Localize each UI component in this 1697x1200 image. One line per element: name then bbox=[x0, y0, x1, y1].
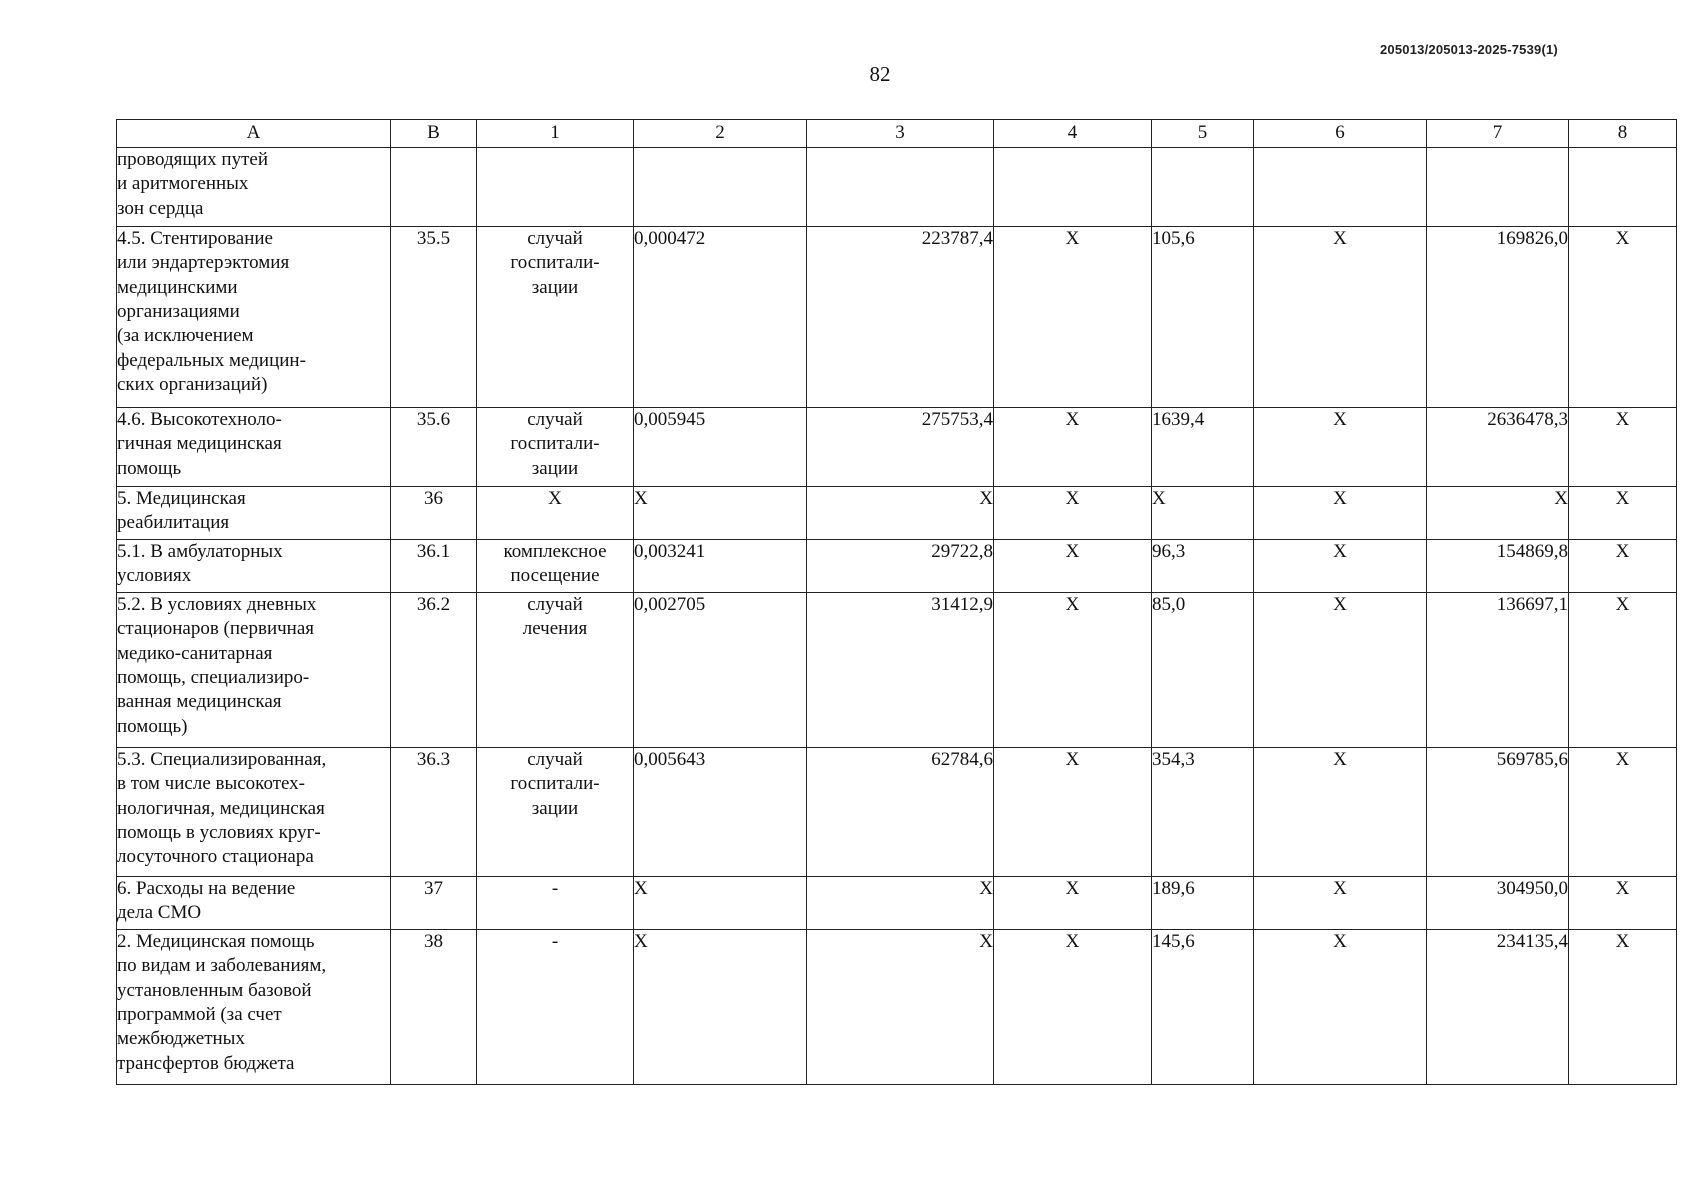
cell-text-line: помощь, специализиро- bbox=[117, 666, 310, 688]
cell-col-7: 154869,8 bbox=[1427, 540, 1569, 593]
cell-text-line: - bbox=[551, 878, 559, 899]
cell-text-line: медицинскими bbox=[117, 276, 238, 298]
cell-col-1 bbox=[477, 877, 634, 930]
cell-col-5: 1639,4 bbox=[1152, 408, 1254, 487]
cell-text-line: 6. Расходы на ведение bbox=[117, 878, 296, 899]
table-header bbox=[117, 120, 1677, 148]
cell-col-6 bbox=[1254, 148, 1427, 227]
cell-text-line: случай bbox=[527, 594, 583, 615]
cell-col-2: 0,002705 bbox=[634, 593, 807, 748]
cell-text-line: зации bbox=[531, 276, 579, 298]
cell-col-4: Х bbox=[994, 540, 1152, 593]
cell-col-4: Х bbox=[994, 877, 1152, 930]
cell-col-8: Х bbox=[1569, 748, 1677, 877]
cell-col-3: Х bbox=[807, 487, 994, 540]
column-header-3: 3 bbox=[807, 120, 994, 148]
cell-col-3: Х bbox=[807, 877, 994, 930]
column-header-4: 4 bbox=[994, 120, 1152, 148]
cell-col-8: Х bbox=[1569, 227, 1677, 408]
cell-col-5: 354,3 bbox=[1152, 748, 1254, 877]
cell-text-line: 5. Медицинская bbox=[117, 488, 246, 509]
cell-col-3: 62784,6 bbox=[807, 748, 994, 877]
table-row bbox=[117, 593, 1677, 748]
cell-col-8: Х bbox=[1569, 930, 1677, 1085]
cell-text-line: комплексное bbox=[503, 541, 607, 562]
cell-text-line: и аритмогенных bbox=[117, 173, 249, 195]
cell-col-b: 36 bbox=[391, 487, 477, 540]
table-row bbox=[117, 408, 1677, 487]
table-row bbox=[117, 540, 1677, 593]
cell-text-line: лечения bbox=[522, 618, 588, 640]
cell-text-line: по видам и заболеваниям, bbox=[117, 955, 327, 977]
table-row bbox=[117, 148, 1677, 227]
cell-col-5: 96,3 bbox=[1152, 540, 1254, 593]
cell-text-line: установленным базовой bbox=[117, 979, 312, 1001]
cell-text-line: стационаров (первичная bbox=[117, 618, 315, 640]
table-body bbox=[117, 148, 1677, 1085]
cell-text-line: организациями bbox=[117, 300, 240, 322]
cell-col-a bbox=[117, 408, 391, 487]
cell-text-line: медико-санитарная bbox=[117, 642, 273, 664]
cell-col-5: 105,6 bbox=[1152, 227, 1254, 408]
table-row bbox=[117, 227, 1677, 408]
cell-text-line: - bbox=[551, 931, 559, 952]
header-row bbox=[117, 120, 1677, 148]
cell-col-7: Х bbox=[1427, 487, 1569, 540]
cell-col-1 bbox=[477, 148, 634, 227]
cell-col-5: 85,0 bbox=[1152, 593, 1254, 748]
cell-text-line: посещение bbox=[510, 565, 600, 587]
cell-col-7: 569785,6 bbox=[1427, 748, 1569, 877]
cell-col-1 bbox=[477, 748, 634, 877]
cell-col-a bbox=[117, 148, 391, 227]
column-header-b: В bbox=[391, 120, 477, 148]
data-table bbox=[116, 119, 1677, 1085]
cell-text-line: лосуточного стационара bbox=[117, 846, 314, 868]
cell-col-7 bbox=[1427, 148, 1569, 227]
cell-col-7: 2636478,3 bbox=[1427, 408, 1569, 487]
cell-col-4: Х bbox=[994, 748, 1152, 877]
table-row bbox=[117, 748, 1677, 877]
cell-text-line: федеральных медицин- bbox=[117, 349, 306, 371]
cell-col-4: Х bbox=[994, 930, 1152, 1085]
cell-col-2 bbox=[634, 148, 807, 227]
cell-text-line: или эндартерэктомия bbox=[117, 252, 290, 274]
cell-col-4: Х bbox=[994, 408, 1152, 487]
cell-col-8: Х bbox=[1569, 877, 1677, 930]
column-header-8: 8 bbox=[1569, 120, 1677, 148]
cell-text-line: 5.3. Специализированная, bbox=[117, 749, 327, 770]
cell-text-line: межбюджетных bbox=[117, 1028, 245, 1050]
cell-col-a bbox=[117, 748, 391, 877]
cell-text-line: госпитали- bbox=[510, 433, 600, 455]
cell-text-line: условиях bbox=[117, 565, 192, 587]
cell-col-3: 223787,4 bbox=[807, 227, 994, 408]
cell-text-line: 5.2. В условиях дневных bbox=[117, 594, 317, 615]
cell-col-8: Х bbox=[1569, 593, 1677, 748]
column-header-1: 1 bbox=[477, 120, 634, 148]
cell-col-5: Х bbox=[1152, 487, 1254, 540]
cell-col-3: 275753,4 bbox=[807, 408, 994, 487]
column-header-2: 2 bbox=[634, 120, 807, 148]
cell-text-line: помощь) bbox=[117, 715, 188, 737]
cell-col-2: 0,005643 bbox=[634, 748, 807, 877]
cell-text-line: помощь в условиях круг- bbox=[117, 821, 321, 843]
cell-text-line: реабилитация bbox=[117, 512, 230, 534]
cell-text-line: (за исключением bbox=[117, 325, 254, 347]
cell-col-5 bbox=[1152, 148, 1254, 227]
cell-col-7: 304950,0 bbox=[1427, 877, 1569, 930]
cell-text-line: 2. Медицинская помощь bbox=[117, 931, 315, 952]
cell-text-line: 5.1. В амбулаторных bbox=[117, 541, 283, 562]
cell-col-4: Х bbox=[994, 487, 1152, 540]
cell-col-b: 36.2 bbox=[391, 593, 477, 748]
column-header-5: 5 bbox=[1152, 120, 1254, 148]
column-header-a: А bbox=[117, 120, 391, 148]
cell-text-line: ских организаций) bbox=[117, 373, 268, 395]
cell-text-line: случай bbox=[527, 749, 583, 770]
cell-col-1 bbox=[477, 408, 634, 487]
cell-col-3: 29722,8 bbox=[807, 540, 994, 593]
cell-text-line: зации bbox=[531, 797, 579, 819]
cell-col-1 bbox=[477, 930, 634, 1085]
cell-col-b: 35.6 bbox=[391, 408, 477, 487]
cell-col-6: Х bbox=[1254, 227, 1427, 408]
document-id: 205013/205013-2025-7539(1) bbox=[1380, 42, 1558, 57]
cell-col-2: Х bbox=[634, 877, 807, 930]
cell-col-b: 36.3 bbox=[391, 748, 477, 877]
cell-col-a bbox=[117, 227, 391, 408]
table-row bbox=[117, 487, 1677, 540]
cell-col-6: Х bbox=[1254, 748, 1427, 877]
cell-col-1 bbox=[477, 540, 634, 593]
cell-col-8: Х bbox=[1569, 487, 1677, 540]
cell-col-5: 145,6 bbox=[1152, 930, 1254, 1085]
column-header-6: 6 bbox=[1254, 120, 1427, 148]
cell-col-2: 0,000472 bbox=[634, 227, 807, 408]
cell-col-6: Х bbox=[1254, 593, 1427, 748]
column-header-7: 7 bbox=[1427, 120, 1569, 148]
cell-col-8: Х bbox=[1569, 408, 1677, 487]
cell-col-b: 37 bbox=[391, 877, 477, 930]
cell-col-2: Х bbox=[634, 930, 807, 1085]
cell-col-a bbox=[117, 487, 391, 540]
cell-col-1 bbox=[477, 593, 634, 748]
cell-text-line: госпитали- bbox=[510, 252, 600, 274]
cell-col-a bbox=[117, 930, 391, 1085]
cell-text-line: гичная медицинская bbox=[117, 433, 282, 455]
cell-text-line: проводящих путей bbox=[117, 149, 268, 170]
cell-col-6: Х bbox=[1254, 930, 1427, 1085]
cell-col-6: Х bbox=[1254, 877, 1427, 930]
cell-col-2: Х bbox=[634, 487, 807, 540]
cell-col-3 bbox=[807, 148, 994, 227]
cell-col-4 bbox=[994, 148, 1152, 227]
cell-text-line: 4.5. Стентирование bbox=[117, 228, 273, 249]
cell-text-line: госпитали- bbox=[510, 773, 600, 795]
table-row bbox=[117, 930, 1677, 1085]
cell-col-b: 35.5 bbox=[391, 227, 477, 408]
cell-text-line: зации bbox=[531, 457, 579, 479]
page-number: 82 bbox=[869, 62, 891, 86]
cell-col-a bbox=[117, 540, 391, 593]
cell-col-4: Х bbox=[994, 593, 1152, 748]
cell-col-3: 31412,9 bbox=[807, 593, 994, 748]
cell-col-1 bbox=[477, 227, 634, 408]
cell-col-b: 38 bbox=[391, 930, 477, 1085]
cell-col-7: 169826,0 bbox=[1427, 227, 1569, 408]
cell-text-line: ванная медицинская bbox=[117, 691, 282, 713]
cell-col-5: 189,6 bbox=[1152, 877, 1254, 930]
cell-col-2: 0,003241 bbox=[634, 540, 807, 593]
cell-col-b: 36.1 bbox=[391, 540, 477, 593]
cell-col-7: 136697,1 bbox=[1427, 593, 1569, 748]
cell-col-1 bbox=[477, 487, 634, 540]
cell-text-line: нологичная, медицинская bbox=[117, 797, 325, 819]
cell-text-line: программой (за счет bbox=[117, 1003, 282, 1025]
cell-text-line: 4.6. Высокотехноло- bbox=[117, 409, 282, 430]
cell-col-a bbox=[117, 593, 391, 748]
cell-text-line: в том числе высокотех- bbox=[117, 773, 306, 795]
cell-col-a bbox=[117, 877, 391, 930]
cell-col-7: 234135,4 bbox=[1427, 930, 1569, 1085]
cell-col-6: Х bbox=[1254, 540, 1427, 593]
cell-col-3: Х bbox=[807, 930, 994, 1085]
cell-text-line: дела СМО bbox=[117, 902, 202, 924]
cell-col-2: 0,005945 bbox=[634, 408, 807, 487]
cell-text-line: помощь bbox=[117, 457, 182, 479]
cell-col-4: Х bbox=[994, 227, 1152, 408]
cell-col-8: Х bbox=[1569, 540, 1677, 593]
cell-col-8 bbox=[1569, 148, 1677, 227]
cell-text-line: Х bbox=[548, 488, 562, 509]
table-row bbox=[117, 877, 1677, 930]
cell-col-b bbox=[391, 148, 477, 227]
cell-col-6: Х bbox=[1254, 487, 1427, 540]
cell-col-6: Х bbox=[1254, 408, 1427, 487]
cell-text-line: случай bbox=[527, 409, 583, 430]
cell-text-line: зон сердца bbox=[117, 197, 204, 219]
cell-text-line: трансфертов бюджета bbox=[117, 1052, 295, 1074]
cell-text-line: случай bbox=[527, 228, 583, 249]
